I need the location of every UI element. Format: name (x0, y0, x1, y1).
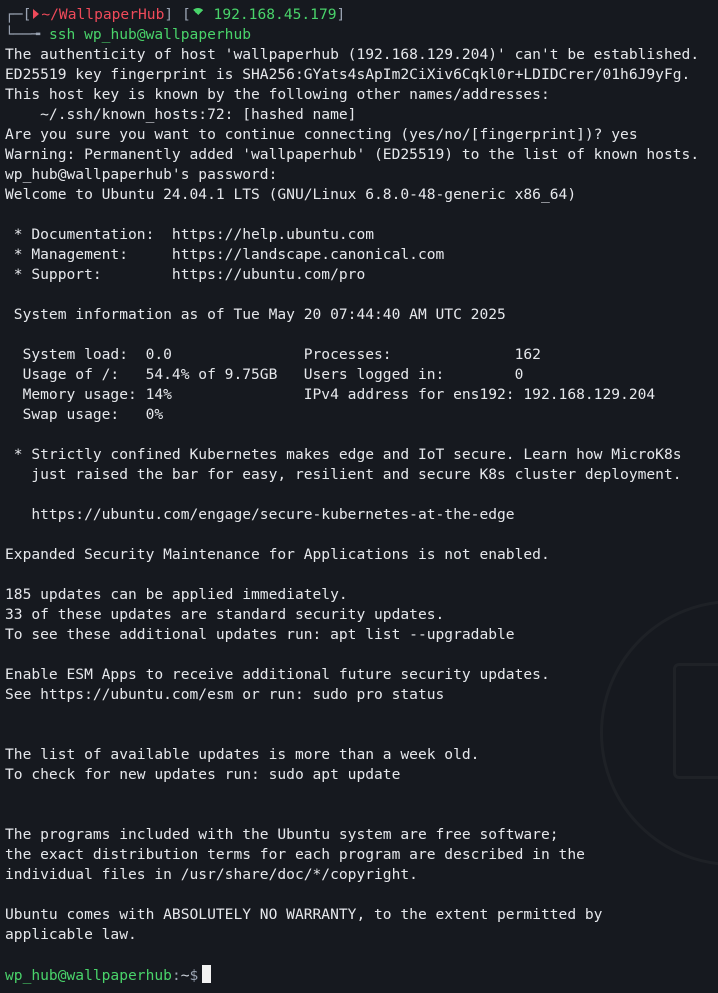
output-line: Expanded Security Maintenance for Applications is not enabled. (5, 546, 550, 563)
output-line: The authenticity of host 'wallpaperhub (192.168.129.204)' can't be established. (5, 46, 700, 63)
final-prompt-symbol: $ (189, 967, 199, 984)
prompt-header-line (5, 5, 718, 25)
output-line (5, 805, 718, 825)
prompt-end: ] (336, 6, 346, 23)
prompt-mid: ] [ (164, 6, 191, 23)
output-line: Welcome to Ubuntu 24.04.1 LTS (GNU/Linux 6.8.0-48-generic x86_64) (5, 186, 577, 203)
output-line: To see these additional updates run: apt list --upgradable (5, 626, 515, 643)
output-line (5, 645, 718, 665)
output-line: * Management: https://landscape.canonical.com (5, 246, 445, 263)
cursor[interactable] (202, 965, 211, 983)
output-line: 185 updates can be applied immediately. (5, 586, 348, 603)
output-line: * Strictly confined Kubernetes makes edge and IoT secure. Learn how MicroK8s (5, 446, 682, 463)
wifi-icon (191, 8, 205, 20)
output-line (5, 525, 718, 545)
output-line: Ubuntu comes with ABSOLUTELY NO WARRANTY, to the extent permitted by (5, 906, 603, 923)
output-line (5, 425, 718, 445)
output-line (5, 485, 718, 505)
output-line: * Documentation: https://help.ubuntu.com (5, 226, 375, 243)
ssh-command: ssh wp_hub@wallpaperhub (48, 26, 252, 43)
final-prompt-path: ~ (180, 967, 190, 984)
output-line: * Support: https://ubuntu.com/pro (5, 266, 366, 283)
output-line: This host key is known by the following other names/addresses: (5, 86, 550, 103)
output-line: The list of available updates is more than a week old. (5, 746, 480, 763)
final-prompt-user: wp_hub@wallpaperhub (5, 967, 172, 984)
output-line: Enable ESM Apps to receive additional future security updates. (5, 666, 550, 683)
output-line: System information as of Tue May 20 07:44:40 AM UTC 2025 (5, 306, 506, 323)
output-line: Memory usage: 14% IPv4 address for ens192: 192.168.129.204 (5, 386, 656, 403)
output-line: wp_hub@wallpaperhub's password: (5, 166, 278, 183)
output-line: applicable law. (5, 926, 137, 943)
prompt-command-line (5, 25, 718, 45)
output-line (5, 325, 718, 345)
output-line: Are you sure you want to continue connecting (yes/no/[fingerprint])? yes (5, 126, 638, 143)
output-line: The programs included with the Ubuntu system are free software; (5, 826, 559, 843)
output-line: the exact distribution terms for each program are described in the (5, 846, 585, 863)
output-line: To check for new updates run: sudo apt update (5, 766, 401, 783)
output-line (5, 785, 718, 805)
output-line (5, 725, 718, 745)
output-line (5, 885, 718, 905)
output-line: Usage of /: 54.4% of 9.75GB Users logged in: 0 (5, 366, 524, 383)
output-line (5, 205, 718, 225)
ssh-output (5, 45, 718, 965)
output-line: Warning: Permanently added 'wallpaperhub' (ED25519) to the list of known hosts. (5, 146, 700, 163)
prompt-path: ~/WallpaperHub (41, 6, 165, 23)
output-line: Swap usage: 0% (5, 406, 164, 423)
prompt-ip: 192.168.45.179 (213, 6, 337, 23)
terminal-output (5, 5, 718, 985)
output-line: ED25519 key fingerprint is SHA256:GYats4sApIm2CiXiv6Cqkl0r+LDIDCrer/01h6J9yFg. (5, 66, 691, 83)
output-line (5, 705, 718, 725)
output-line: See https://ubuntu.com/esm or run: sudo pro status (5, 686, 445, 703)
final-prompt-line[interactable] (5, 965, 718, 985)
output-line: https://ubuntu.com/engage/secure-kubernetes-at-the-edge (5, 506, 515, 523)
prompt-corner: ┌─[ (5, 6, 32, 23)
final-prompt-sep: : (171, 967, 181, 984)
output-line: ~/.ssh/known_hosts:72: [hashed name] (5, 106, 357, 123)
red-triangle-icon (33, 9, 39, 19)
prompt-arrow: └──╼ (5, 26, 41, 43)
output-line (5, 285, 718, 305)
output-line (5, 565, 718, 585)
output-line: just raised the bar for easy, resilient and secure K8s cluster deployment. (5, 466, 682, 483)
output-line: System load: 0.0 Processes: 162 (5, 346, 541, 363)
output-line: individual files in /usr/share/doc/*/copyright. (5, 866, 418, 883)
output-line (5, 945, 718, 965)
output-line: 33 of these updates are standard security updates. (5, 606, 445, 623)
